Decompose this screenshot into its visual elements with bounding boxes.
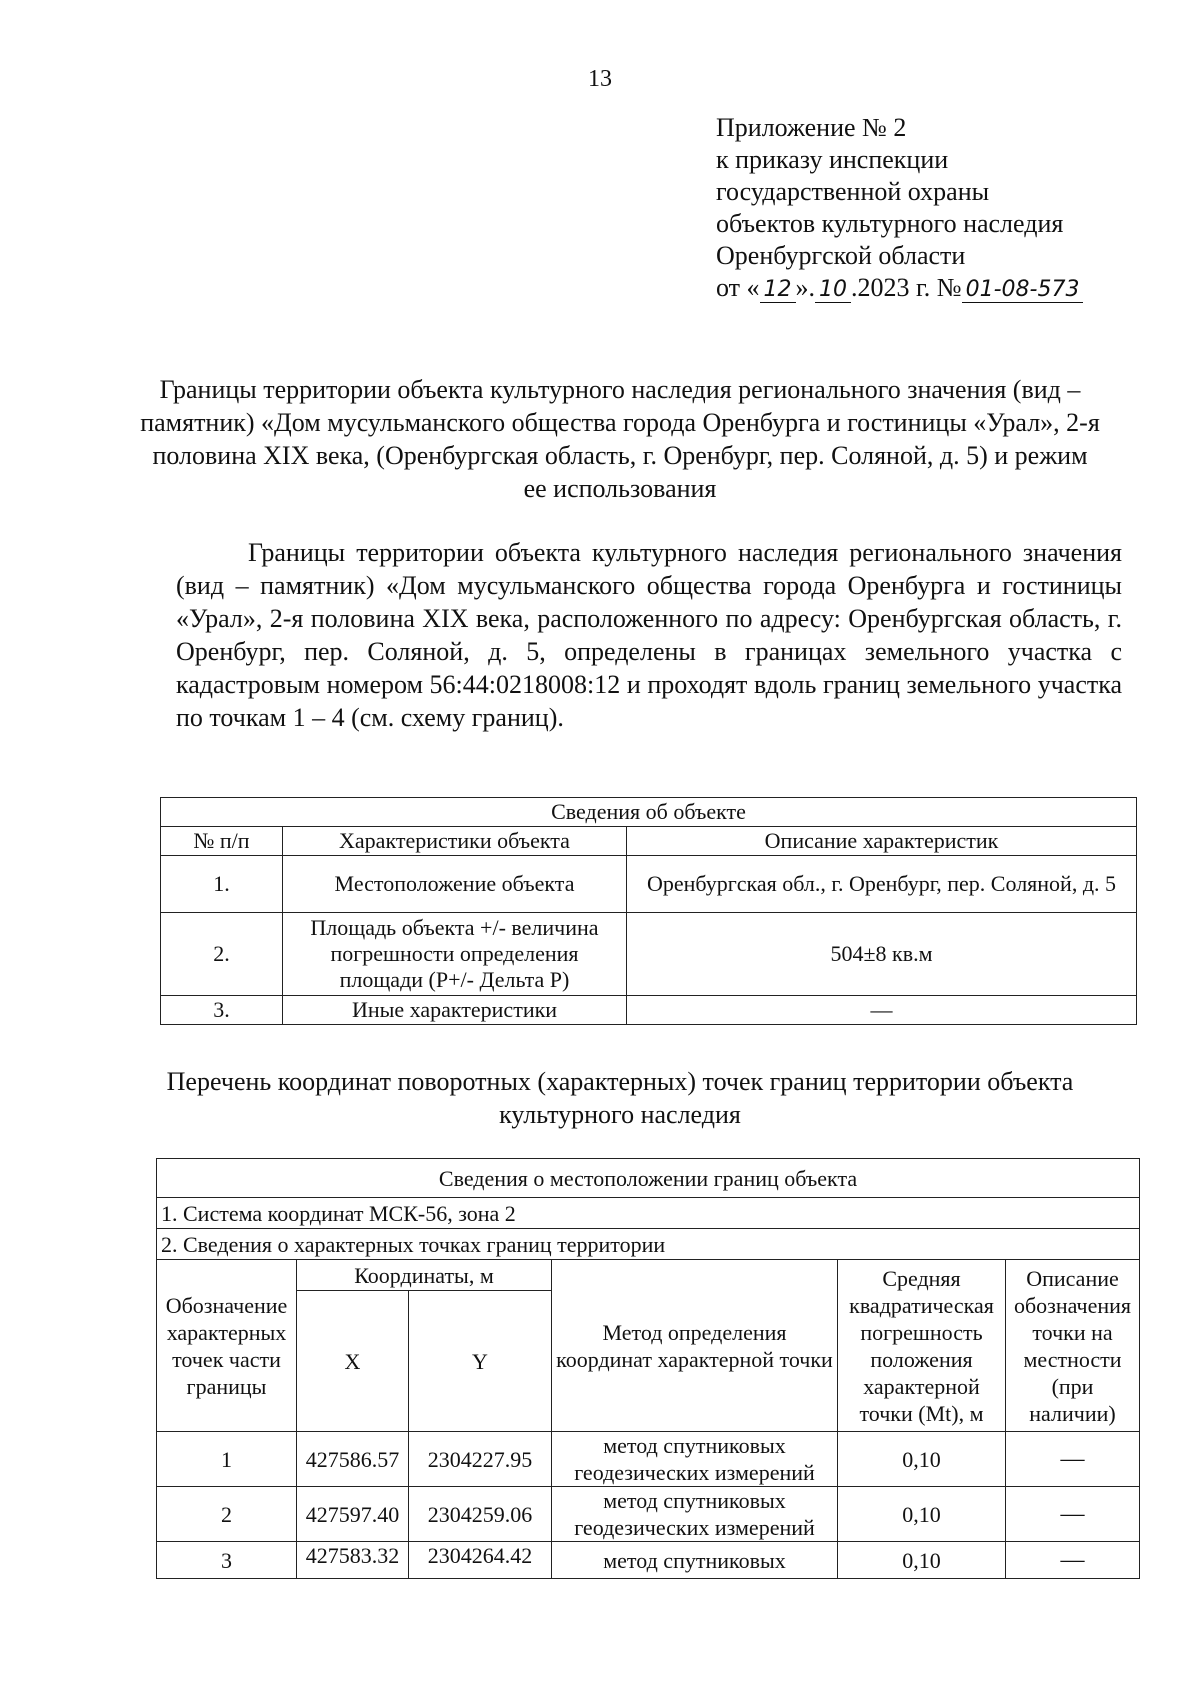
header-point-description: Описание обозначения точки на местности (при наличии) <box>1006 1260 1140 1432</box>
point-id: 1 <box>157 1432 297 1487</box>
table-row <box>157 1542 1140 1579</box>
point-x: 427597.40 <box>297 1487 409 1542</box>
row-characteristic: Площадь объекта +/- величина погрешности определения площади (Р+/- Дельта Р) <box>283 913 627 996</box>
point-error: 0,10 <box>838 1487 1006 1542</box>
header-error: Средняя квадратическая погрешность положения характерной точки (Mt), м <box>838 1260 1006 1432</box>
point-method: метод спутниковых <box>552 1542 838 1579</box>
date-separator: ». <box>795 273 816 302</box>
table-row <box>161 856 1137 913</box>
table-row <box>157 1432 1140 1487</box>
order-month: 10 <box>815 278 851 303</box>
table-row <box>161 996 1137 1025</box>
row-num: 2. <box>161 913 283 996</box>
table-row <box>161 913 1137 996</box>
point-y: 2304259.06 <box>409 1487 552 1542</box>
row-characteristic: Иные характеристики <box>283 996 627 1025</box>
row-num: 3. <box>161 996 283 1025</box>
order-number: 01-08-573 <box>962 278 1084 303</box>
point-error: 0,10 <box>838 1432 1006 1487</box>
header-x: X <box>297 1291 409 1432</box>
point-y: 2304264.42 <box>409 1542 552 1579</box>
point-method: метод спутниковых геодезических измерений <box>552 1432 838 1487</box>
row-num: 1. <box>161 856 283 913</box>
page-number: 13 <box>588 66 612 92</box>
point-x: 427583.32 <box>297 1542 409 1579</box>
row-description: Оренбургская обл., г. Оренбург, пер. Соляной, д. 5 <box>627 856 1137 913</box>
appendix-line: государственной охраны <box>716 177 990 206</box>
header-num: № п/п <box>161 827 283 856</box>
appendix-line: Приложение № 2 <box>716 113 907 142</box>
order-year: .2023 г. № <box>851 273 962 302</box>
coordinates-title: Перечень координат поворотных (характерных) точек границ территории объекта культурного наследия <box>166 1067 1074 1129</box>
appendix-line: объектов культурного наследия <box>716 209 1064 238</box>
object-table-caption: Сведения об объекте <box>161 798 1137 827</box>
appendix-block <box>716 112 1083 304</box>
header-coordinates: Координаты, м <box>297 1260 552 1291</box>
point-error: 0,10 <box>838 1542 1006 1579</box>
table-row <box>157 1487 1140 1542</box>
coordinate-system: 1. Система координат МСК-56, зона 2 <box>157 1198 1140 1229</box>
body-paragraph: Границы территории объекта культурного наследия регионального значения (вид – памятник) «Дом мусульманского общества города Оренбурга и гостиницы «Урал», 2-я половина XIX века, расположенного по адресу: Оренбургская область, г. Оренбург, пер. Соляной, д. 5, определены в границах земельного участка с кадастровым номером 56:44:0218008:12 и проходят вдоль границ земельного участка по точкам 1 – 4 (см. схему границ). <box>176 538 1122 732</box>
object-info-table <box>160 797 1137 1025</box>
point-id: 3 <box>157 1542 297 1579</box>
row-characteristic: Местоположение объекта <box>283 856 627 913</box>
point-y: 2304227.95 <box>409 1432 552 1487</box>
order-date-line <box>716 272 1083 304</box>
header-description: Описание характеристик <box>627 827 1137 856</box>
points-caption: 2. Сведения о характерных точках границ территории <box>157 1229 1140 1260</box>
point-method: метод спутниковых геодезических измерений <box>552 1487 838 1542</box>
order-day: 12 <box>760 278 796 303</box>
point-description: — <box>1006 1542 1140 1579</box>
point-description: — <box>1006 1487 1140 1542</box>
row-description: — <box>627 996 1137 1025</box>
header-y: Y <box>409 1291 552 1432</box>
document-title: Границы территории объекта культурного наследия регионального значения (вид – памятник) «Дом мусульманского общества города Оренбурга и гостиницы «Урал», 2-я половина XIX века, (Оренбургская область, г. Оренбург, пер. Соляной, д. 5) и режим ее использования <box>140 375 1100 503</box>
row-description: 504±8 кв.м <box>627 913 1137 996</box>
coordinates-table <box>156 1158 1140 1579</box>
appendix-line: к приказу инспекции <box>716 145 949 174</box>
point-description: — <box>1006 1432 1140 1487</box>
point-x: 427586.57 <box>297 1432 409 1487</box>
coords-table-caption: Сведения о местоположении границ объекта <box>157 1159 1140 1198</box>
header-method: Метод определения координат характерной точки <box>552 1260 838 1432</box>
appendix-line: Оренбургской области <box>716 241 966 270</box>
point-id: 2 <box>157 1487 297 1542</box>
date-prefix: от « <box>716 273 760 302</box>
header-designation: Обозначение характерных точек части границы <box>157 1260 297 1432</box>
header-characteristic: Характеристики объекта <box>283 827 627 856</box>
